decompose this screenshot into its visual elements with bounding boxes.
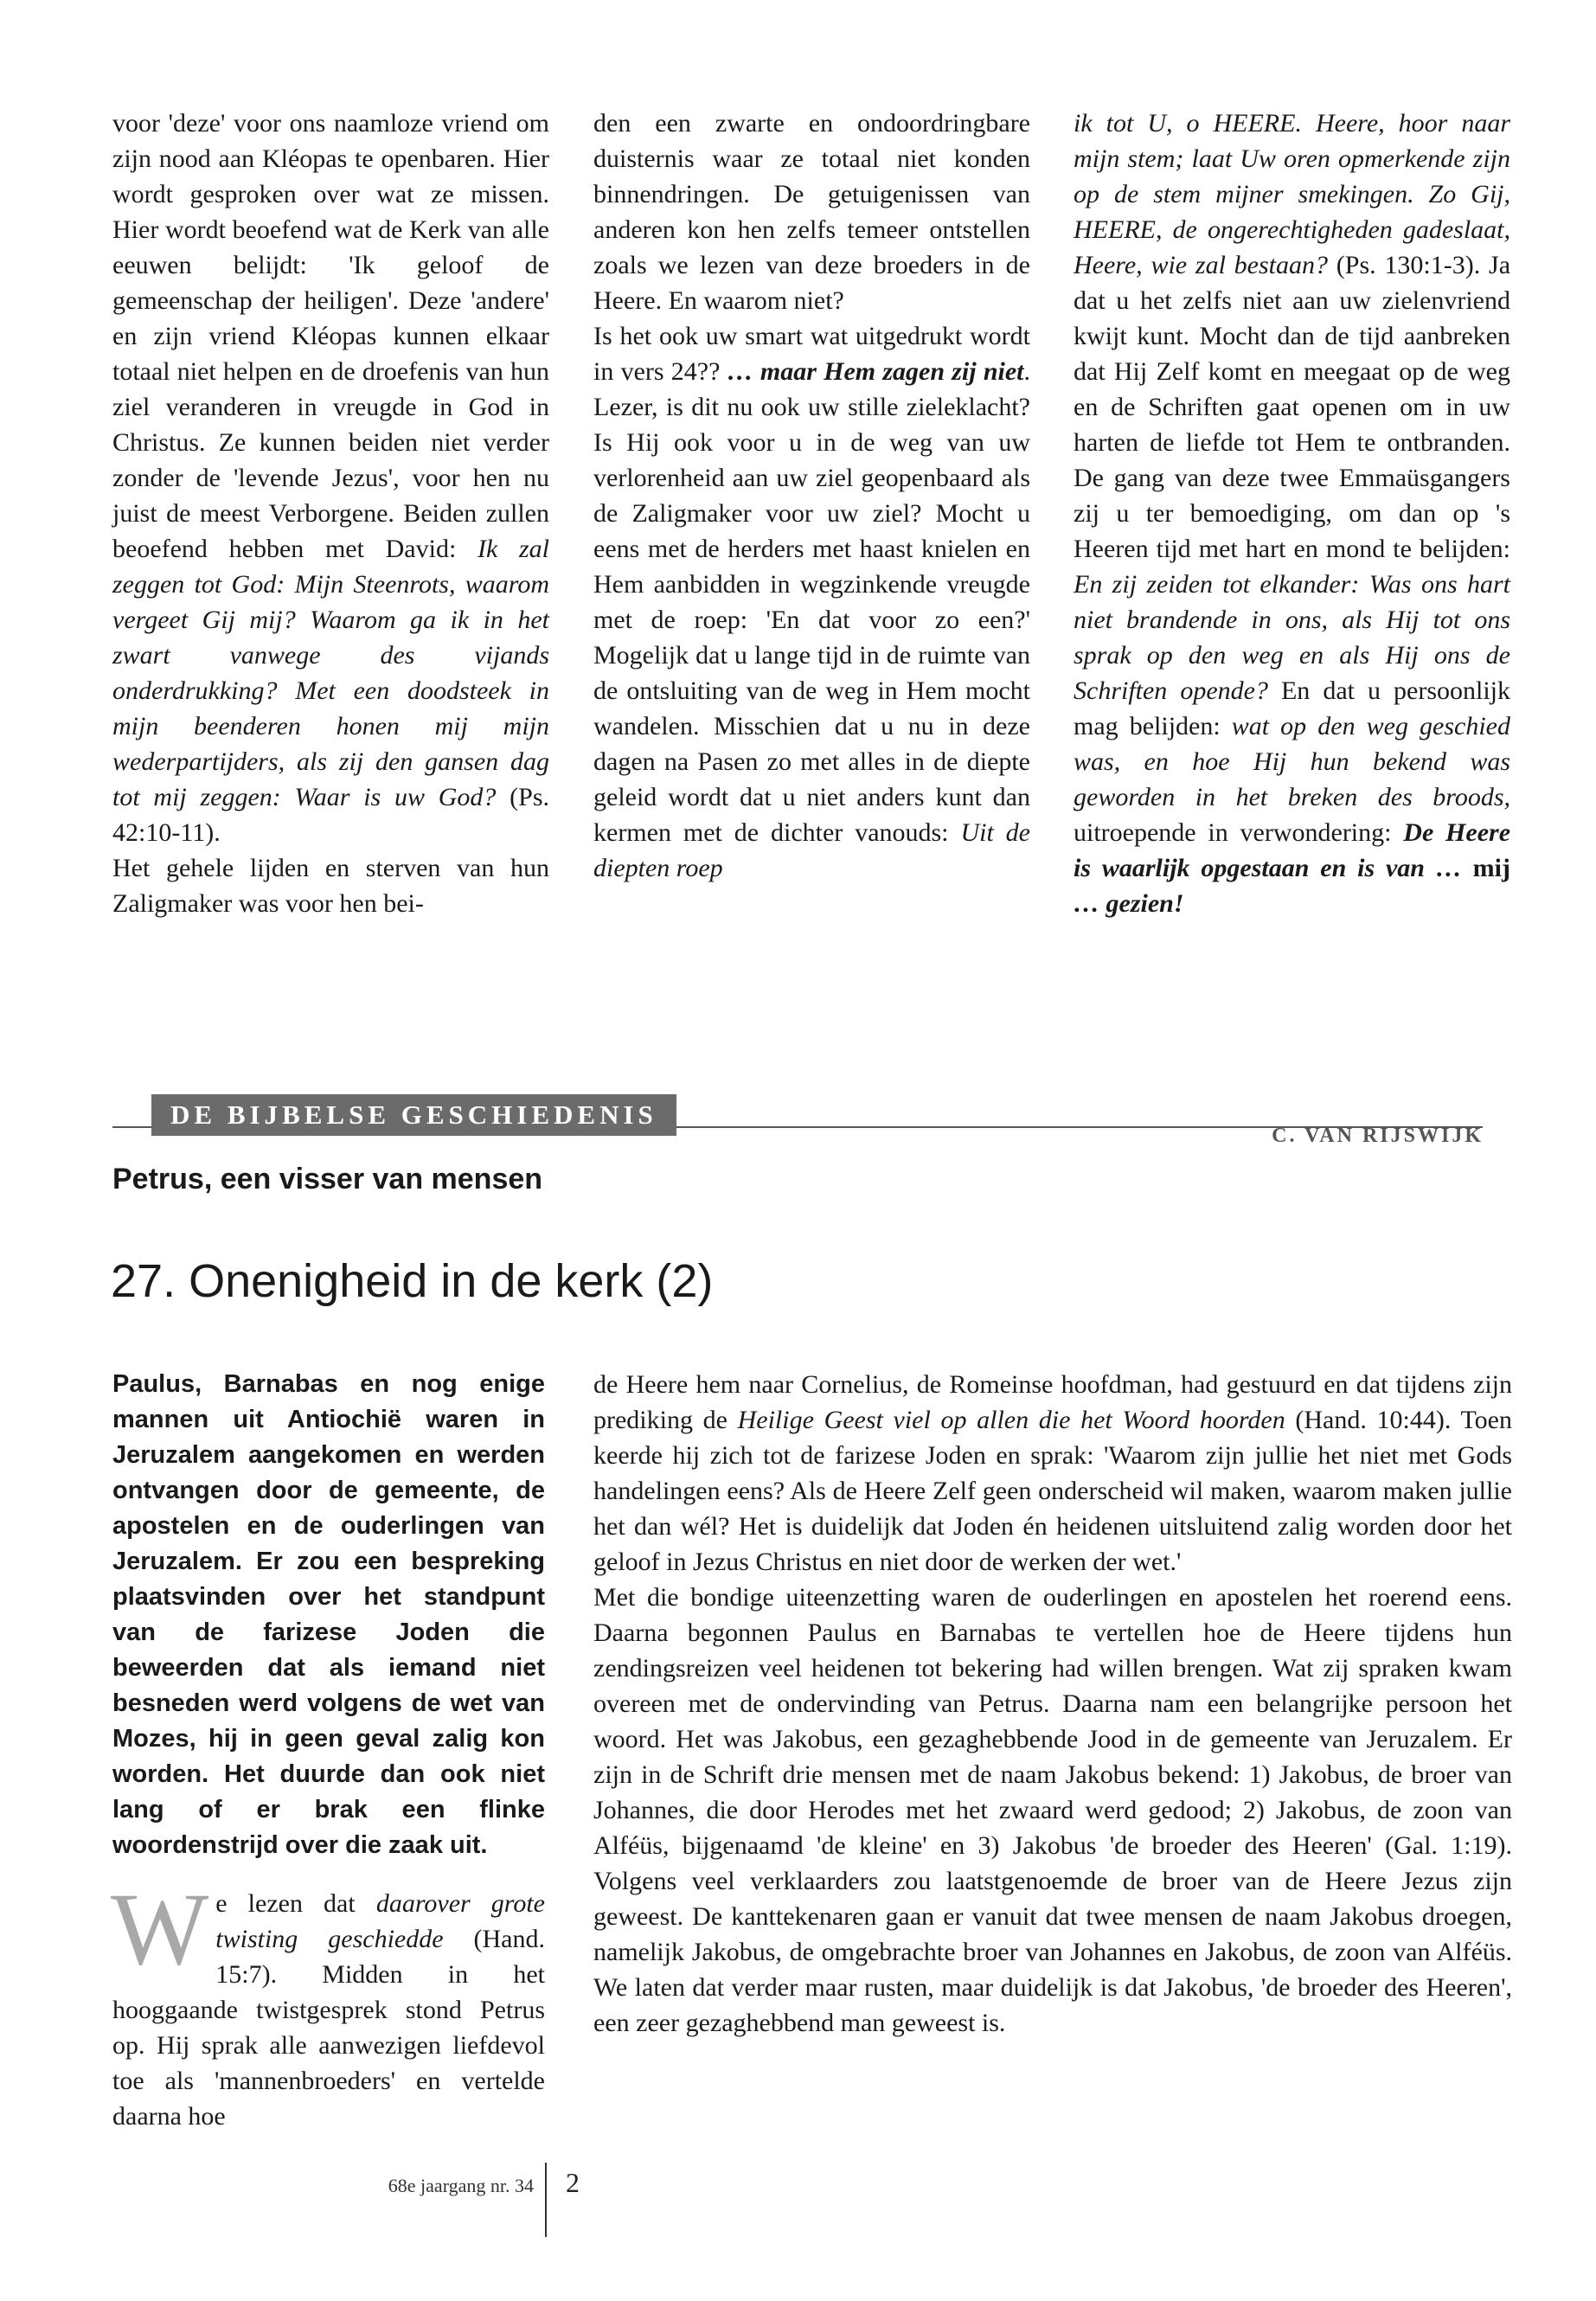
text-run: (Hand. 15:7). Midden in het hooggaande twistgesprek stond Petrus op. Hij sprak alle aanwezigen liefdevol toe als 'mannenbroeders' en vertelde daarna hoe bbox=[112, 1925, 545, 2131]
article-column-2 bbox=[593, 106, 1030, 886]
text-run: Het gehele lijden en sterven van hun Zaligmaker was voor hen bei- bbox=[112, 854, 549, 918]
article-column-1 bbox=[112, 106, 549, 921]
footer-divider bbox=[545, 2163, 547, 2237]
body-right-column bbox=[593, 1367, 1512, 2041]
text-run: (Ps. 130:1-3). Ja dat u het zelfs niet aan uw zielenvriend kwijt kunt. Mocht dan de tijd aanbreken dat Hij Zelf komt en meegaat op de weg en de Schriften gaat openen om in uw harten de liefde tot Hem te ontbranden. De gang van deze twee Emmaüsgangers zij u ter bemoediging, om dan op 's Heeren tijd met hart en mond te belijden: bbox=[1074, 251, 1511, 563]
text-run: wat op den weg geschied was, en hoe Hij hun bekend was geworden in het breken des broods, bbox=[1074, 712, 1510, 811]
text-run: Heilige Geest viel op allen die het Woord hoorden bbox=[737, 1406, 1285, 1434]
text-run: uitroepende in verwondering: bbox=[1074, 818, 1404, 847]
text-run: De Heere is waarlijk opgestaan en is van … bbox=[1074, 818, 1511, 882]
article-column-3 bbox=[1074, 106, 1510, 921]
text-run: Ik zal zeggen tot God: Mijn Steenrots, waarom vergeet Gij mij? Waarom ga ik in het zwart vanwege des vijands onderdrukking? Met een doodsteek in mijn beenderen honen mij mijn wederpartijders, als zij den gansen dag tot mij zeggen: Waar is uw God? bbox=[112, 535, 549, 811]
text-run: de Heere hem naar Cornelius, de Romeinse hoofdman, had gestuurd en dat tijdens zijn prediking de bbox=[593, 1370, 1512, 1434]
text-run: ik tot U, o HEERE. Heere, hoor naar mijn stem; laat Uw oren opmerkende zijn op de stem mijner smekingen. Zo Gij, HEERE, de ongerechtigheden gadeslaat, Heere, wie zal bestaan? bbox=[1074, 109, 1510, 279]
text-run: (Ps. 42:10-11). bbox=[112, 783, 549, 847]
body-left-column bbox=[111, 1871, 545, 2134]
text-run: En dat u persoonlijk mag belijden: bbox=[1074, 676, 1510, 740]
text-run: (Hand. 10:44). Toen keerde hij zich tot de farizese Joden en sprak: 'Waarom zijn jullie het niet met Gods handelingen eens? Als de Heere Zelf geen onderscheid wil maken, waarom maken jullie het dan wél? Het is duidelijk dat Joden én heidenen uitsluitend zalig worden door het geloof in Jezus Christus en niet door de werken der wet.' bbox=[593, 1406, 1512, 1576]
drop-cap: W bbox=[111, 1871, 209, 1986]
text-run: voor 'deze' voor ons naamloze vriend om zijn nood aan Kléopas te openbaren. Hier wordt gesproken over wat ze missen. Hier wordt beoefend wat de Kerk van alle eeuwen belijdt: 'Ik geloof de gemeenschap der heiligen'. Deze 'andere' en zijn vriend Kléopas kunnen elkaar totaal niet helpen en de droefenis van hun ziel veranderen in vreugde in God in Christus. Ze kunnen beiden niet verder zonder de 'levende Jezus', voor hen nu juist de meest Verborgene. Beiden zullen beoefend hebben met David: bbox=[112, 109, 549, 563]
text-run: . Lezer, is dit nu ook uw stille zieleklacht? Is Hij ook voor u in de weg van uw verlorenheid aan uw ziel geopenbaard als de Zaligmaker voor uw ziel? Mocht u eens met de herders met haast knielen en Hem aanbidden in wegzinkende vreugde met de roep: 'En dat voor zo een?' Mogelijk dat u lange tijd in de ruimte van de ontsluiting van de weg in Hem mocht wandelen. Misschien dat u nu in deze dagen na Pasen zo met alles in de diepte geleid wordt dat u niet anders kunt dan kermen met de dichter vanouds: bbox=[593, 357, 1031, 847]
series-title: Petrus, een visser van mensen bbox=[112, 1163, 543, 1195]
page-number: 2 bbox=[566, 2167, 580, 2198]
issue-info: 68e jaargang nr. 34 bbox=[388, 2175, 534, 2196]
text-run: En zij zeiden tot elkander: Was ons hart niet brandende in ons, als Hij tot ons sprak op den weg en als Hij ons de Schriften opende? bbox=[1074, 570, 1510, 705]
text-run: daarover grote twisting geschiedde bbox=[215, 1889, 545, 1953]
rubric-label: DE BIJBELSE GESCHIEDENIS bbox=[151, 1094, 676, 1136]
author-name: C. VAN RIJSWIJK bbox=[1272, 1125, 1484, 1147]
article-title: 27. Onenigheid in de kerk (2) bbox=[111, 1255, 714, 1307]
text-run: e lezen dat bbox=[215, 1889, 376, 1918]
text-run: … gezien! bbox=[1074, 889, 1184, 918]
text-run: den een zwarte en ondoordringbare duisternis waar ze totaal niet konden binnendringen. De getuigenissen van anderen kon hen zelfs temeer ontstellen zoals we lezen van deze broeders in de Heere. En waarom niet? bbox=[593, 109, 1030, 315]
text-run: mij bbox=[1472, 854, 1510, 882]
lead-paragraph: Paulus, Barnabas en nog enige mannen uit Antiochië waren in Jeruzalem aangekomen en werden ontvangen door de gemeente, de apostelen en de ouderlingen van Jeruzalem. Er zou een bespreking plaatsvinden over het standpunt van de farizese Joden die beweerden dat als iemand niet besneden werd volgens de wet van Mozes, hij in geen geval zalig kon worden. Het duurde dan ook niet lang of er brak een flinke woordenstrijd over die zaak uit. bbox=[112, 1370, 545, 1859]
body-paragraph: Met die bondige uiteenzetting waren de ouderlingen en apostelen het roerend eens. Daarna begonnen Paulus en Barnabas te vertellen hoe de Heere tijdens hun zendingsreizen veel heidenen tot bekering had willen brengen. Wat zij spraken kwam overeen met de ondervinding van Petrus. Daarna nam een belangrijke persoon het woord. Het was Jakobus, een gezaghebbende Jood in de gemeente van Jeruzalem. Er zijn in de Schrift drie mensen met de naam Jakobus bekend: 1) Jakobus, de broer van Johannes, die door Herodes met het zwaard werd gedood; 2) Jakobus, de zoon van Alféüs, bijgenaamd 'de kleine' en 3) Jakobus 'de broeder des Heeren' (Gal. 1:19). Volgens veel verklaarders zou laatstgenoemde de broer van de Heere Jezus zijn geweest. De kanttekenaren gaan er vanuit dat twee mensen de naam Jakobus droegen, namelijk Jakobus, de omgebrachte broer van Johannes en Jakobus, de zoon van Alféüs. We laten dat verder maar rusten, maar duidelijk is dat Jakobus, 'de broeder des Heeren', een zeer gezaghebbend man geweest is. bbox=[593, 1583, 1512, 2037]
body-paragraph bbox=[593, 1367, 1512, 1580]
text-run: Uit de diepten roep bbox=[593, 818, 1030, 882]
text-run: Is het ook uw smart wat uitgedrukt wordt in vers 24?? bbox=[593, 322, 1030, 386]
text-run: … maar Hem zagen zij niet bbox=[727, 357, 1024, 386]
